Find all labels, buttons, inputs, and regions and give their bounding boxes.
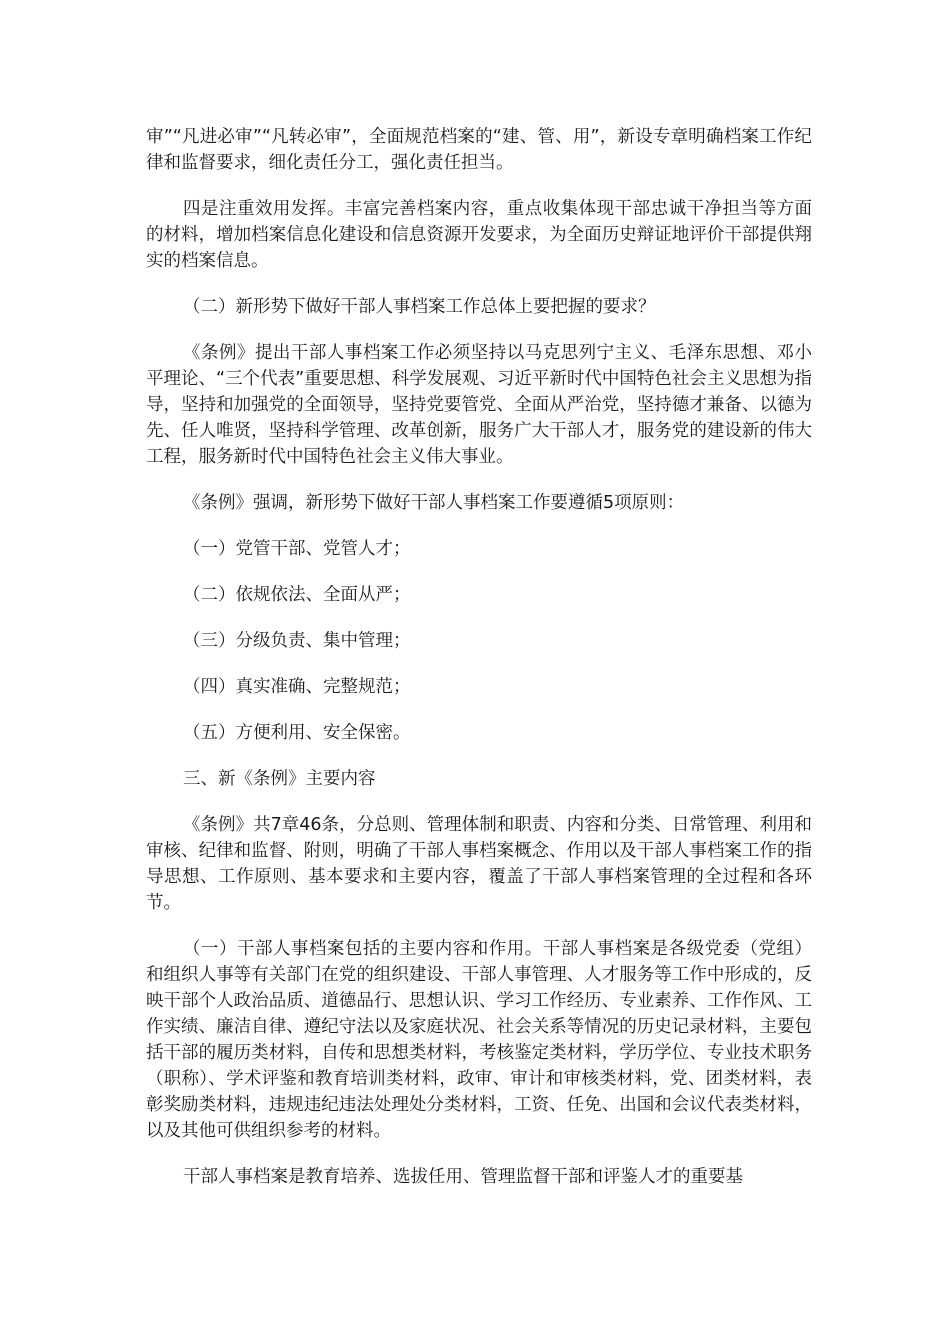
section-heading: 三、新《条例》主要内容 (183, 769, 376, 789)
principle-item: （一）党管干部、党管人才； (183, 539, 411, 559)
paragraph: 审”“凡进必审”“凡转必审”，全面规范档案的“建、管、用”，新设专章明确档案工作纪律和监督要求，细化责任分工，强化责任担当。 (146, 127, 812, 173)
section-heading: （二）新形势下做好干部人事档案工作总体上要把握的要求？ (183, 297, 656, 317)
principle-item: （四）真实准确、完整规范； (183, 677, 411, 697)
principle-item: （五）方便利用、安全保密。 (183, 723, 411, 743)
paragraph: （一）干部人事档案包括的主要内容和作用。干部人事档案是各级党委（党组）和组织人事等有关部门在党的组织建设、干部人事管理、人才服务等工作中形成的，反映干部个人政治品质、道德品行、思想认识、学习工作经历、专业素养、工作作风、工作实绩、廉洁自律、遵纪守法以及家庭状况、社会关系等情况的历史记录材料，主要包括干部的履历类材料，自传和思想类材料，考核鉴定类材料，学历学位、专业技术职务（职称）、学术评鉴和教育培训类材料，政审、审计和审核类材料，党、团类材料，表彰奖励类材料，违规违纪违法处理处分类材料，工资、任免、出国和会议代表类材料，以及其他可供组织参考的材料。 (146, 939, 812, 1141)
paragraph: 《条例》提出干部人事档案工作必须坚持以马克思列宁主义、毛泽东思想、邓小平理论、“三个代表”重要思想、科学发展观、习近平新时代中国特色社会主义思想为指导，坚持和加强党的全面领导，坚持党要管党、全面从严治党，坚持德才兼备、以德为先、任人唯贤，坚持科学管理、改革创新，服务广大干部人才，服务党的建设新的伟大工程，服务新时代中国特色社会主义伟大事业。 (146, 343, 812, 467)
paragraph: 四是注重效用发挥。丰富完善档案内容，重点收集体现干部忠诚干净担当等方面的材料，增加档案信息化建设和信息资源开发要求，为全面历史辩证地评价干部提供翔实的档案信息。 (146, 199, 812, 271)
principle-item: （三）分级负责、集中管理； (183, 631, 411, 651)
paragraph: 《条例》强调，新形势下做好干部人事档案工作要遵循5项原则： (183, 493, 685, 513)
document-body (146, 124, 812, 1210)
principle-item: （二）依规依法、全面从严； (183, 585, 411, 605)
paragraph: 《条例》共7章46条，分总则、管理体制和职责、内容和分类、日常管理、利用和审核、纪律和监督、附则，明确了干部人事档案概念、作用以及干部人事档案工作的指导思想、工作原则、基本要求和主要内容，覆盖了干部人事档案管理的全过程和各环节。 (146, 815, 812, 913)
paragraph: 干部人事档案是教育培养、选拔任用、管理监督干部和评鉴人才的重要基 (183, 1167, 743, 1187)
